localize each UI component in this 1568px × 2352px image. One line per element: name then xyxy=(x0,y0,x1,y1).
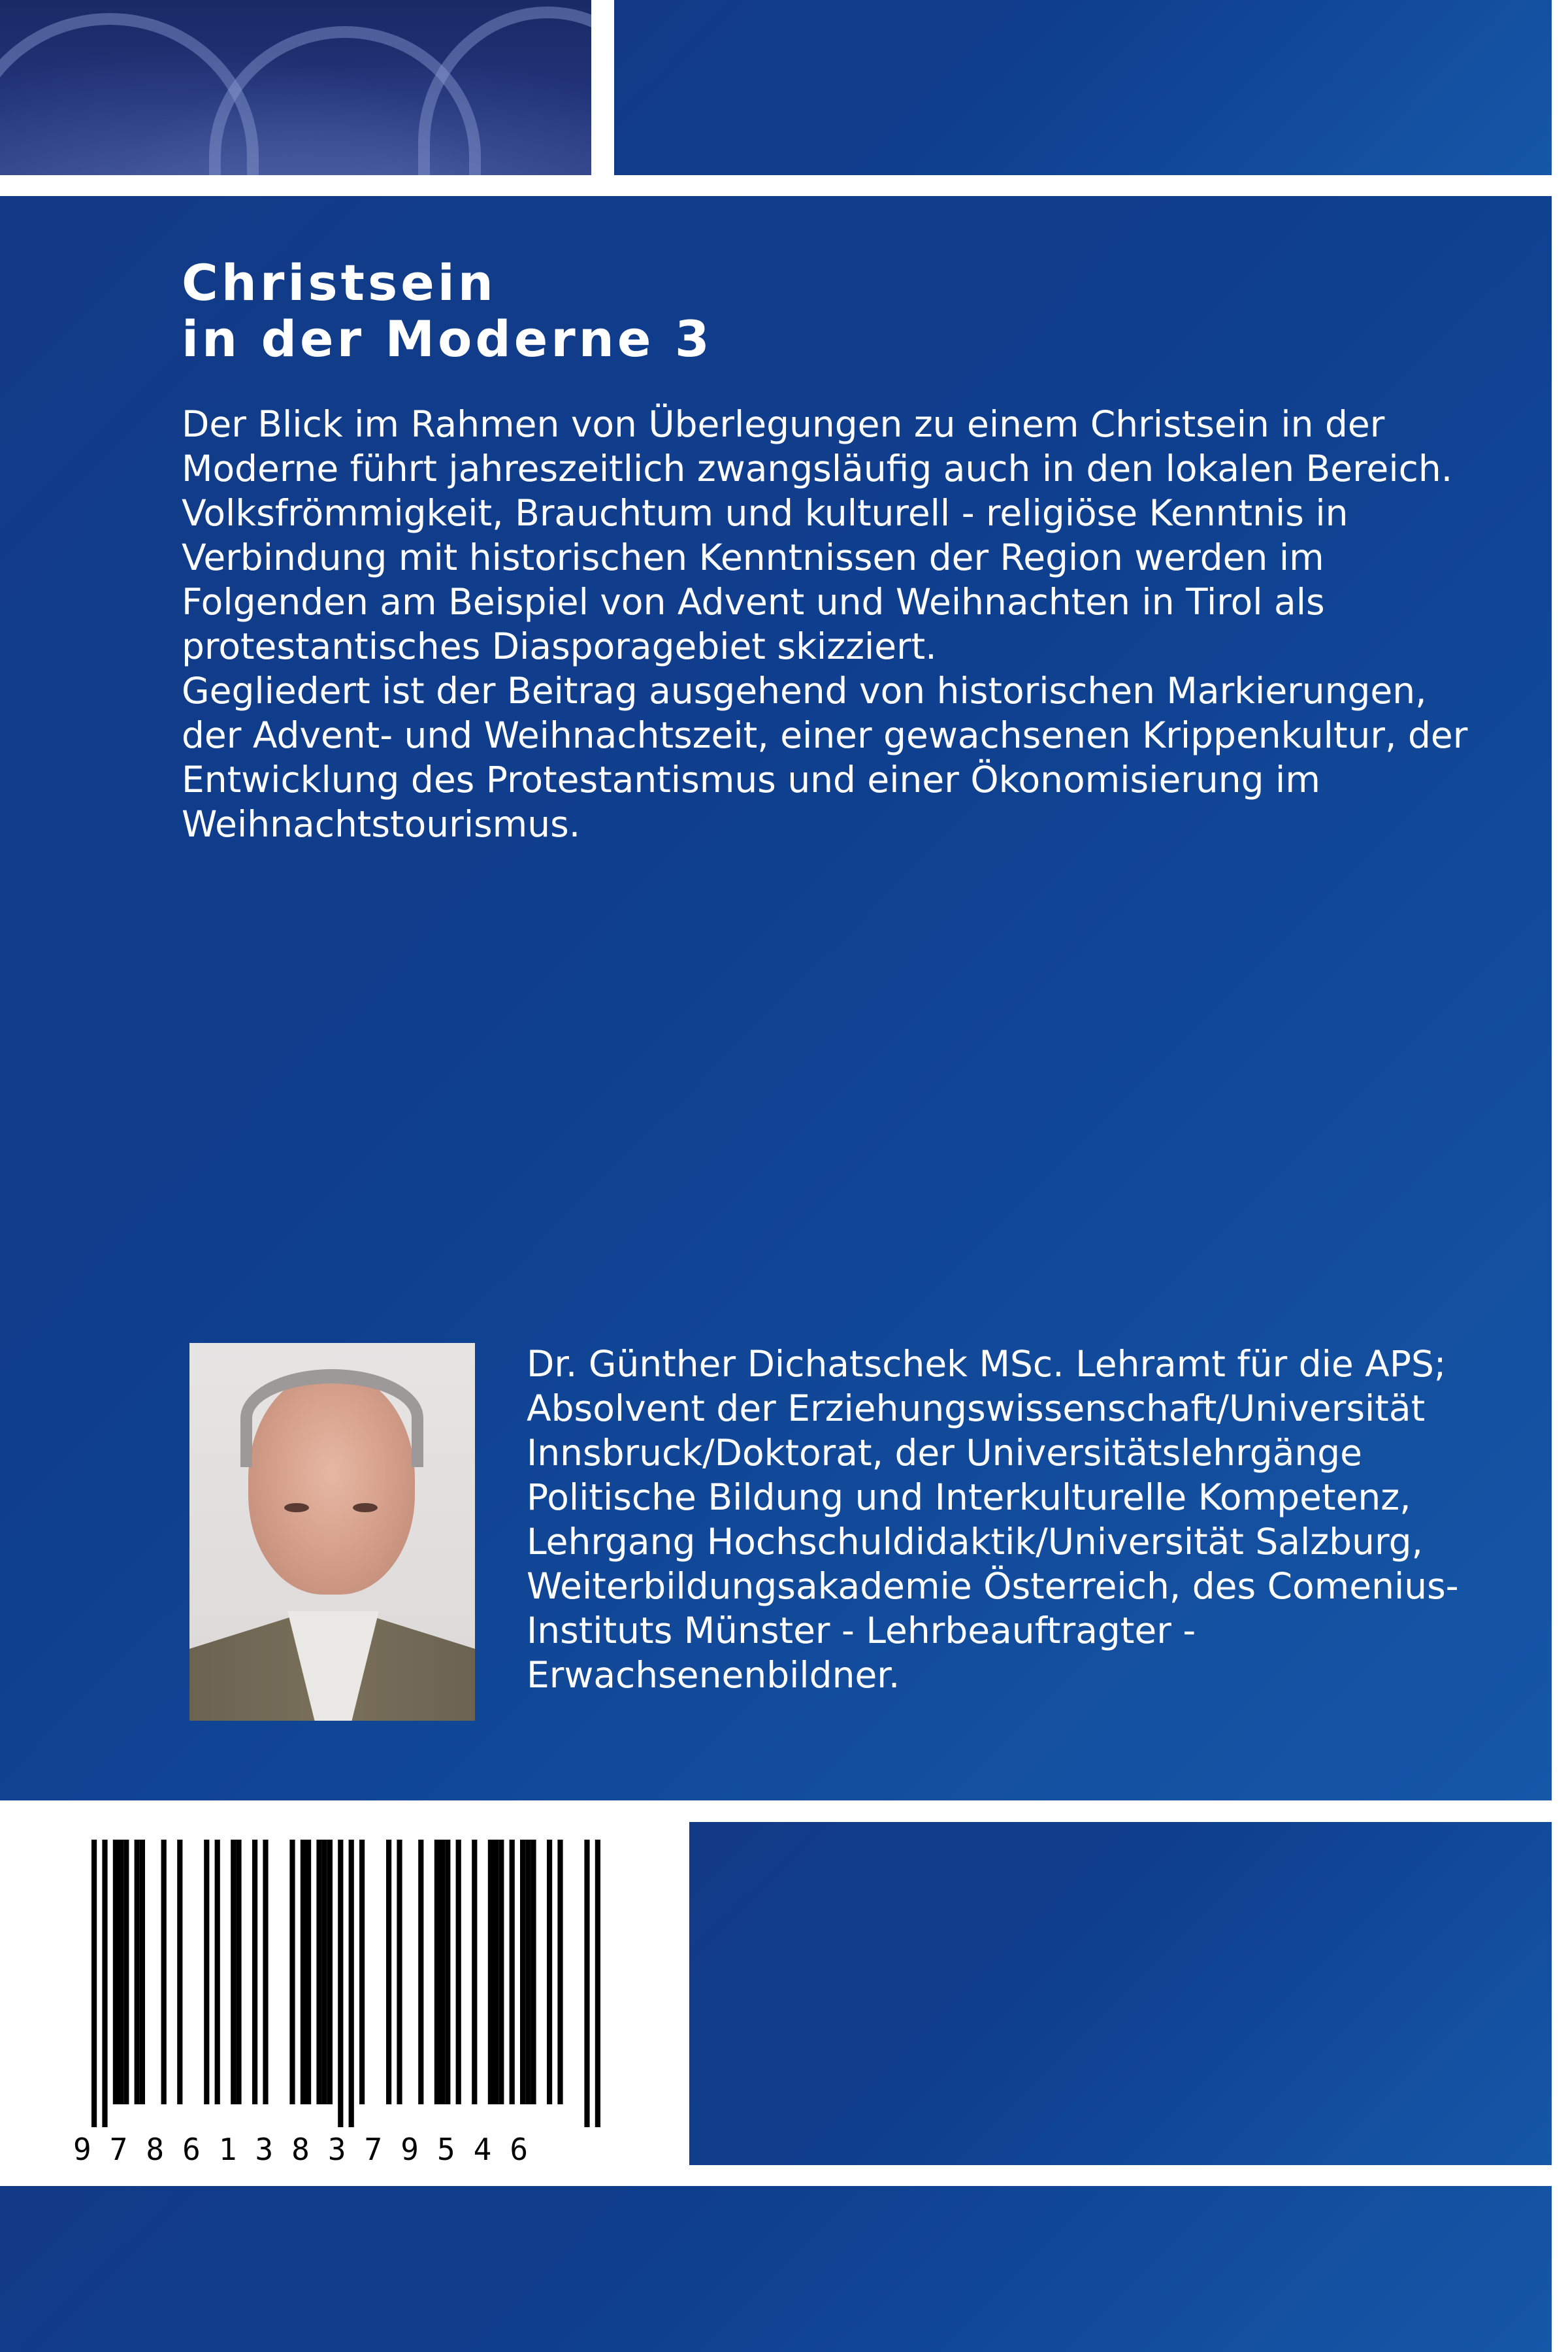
barcode-bar xyxy=(327,1840,333,2104)
barcode-bar xyxy=(177,1840,182,2104)
barcode xyxy=(65,1840,627,2166)
barcode-bar xyxy=(520,1840,525,2104)
barcode-bar xyxy=(236,1840,241,2104)
photo-eye xyxy=(284,1503,309,1512)
barcode-bar xyxy=(386,1840,391,2104)
barcode-bar xyxy=(263,1840,268,2104)
barcode-bars xyxy=(65,1840,627,2127)
barcode-bar xyxy=(472,1840,477,2104)
barcode-bar xyxy=(498,1840,504,2104)
book-title xyxy=(182,255,713,367)
barcode-bar xyxy=(525,1840,531,2104)
title-line-1: Christsein xyxy=(182,254,497,312)
barcode-bar xyxy=(557,1840,563,2104)
barcode-bar xyxy=(397,1840,402,2104)
barcode-bar xyxy=(440,1840,445,2104)
barcode-bar xyxy=(418,1840,423,2104)
arch-decoration xyxy=(418,7,591,175)
description-paragraph-2: Gegliedert ist der Beitrag ausgehend von historischen Markierungen, der Advent- und Weihnachtszeit, einer gewachsenen Krippenkultur, der Entwicklung des Protestantismus und einer Ökonomisierung im Weihnachtstourismus. xyxy=(182,670,1468,845)
description-paragraph-1: Der Blick im Rahmen von Überlegungen zu einem Christsein in der Moderne führt jahreszeitlich zwangsläufig auch in den lokalen Bereich. Volksfrömmigkeit, Brauchtum und kulturell - religiöse Kenntnis in Verbindung mit historischen Kenntnissen der Region werden im Folgenden am Beispiel von Advent und Weihnachten in Tirol als protestantisches Diasporagebiet skizziert. xyxy=(182,403,1453,667)
barcode-bar xyxy=(595,1840,600,2127)
barcode-bar xyxy=(118,1840,123,2104)
book-description xyxy=(182,402,1488,846)
barcode-bar xyxy=(231,1840,236,2104)
top-right-panel xyxy=(614,0,1552,175)
barcode-bar xyxy=(488,1840,493,2104)
barcode-bar xyxy=(252,1840,257,2104)
barcode-bar xyxy=(316,1840,321,2104)
barcode-bar xyxy=(434,1840,440,2104)
barcode-bar xyxy=(135,1840,140,2104)
author-photo xyxy=(189,1343,475,1721)
photo-eye xyxy=(353,1503,378,1512)
barcode-bar xyxy=(91,1840,97,2127)
barcode-bar xyxy=(289,1840,295,2104)
barcode-bar xyxy=(204,1840,209,2104)
barcode-bar xyxy=(161,1840,167,2104)
barcode-bar xyxy=(102,1840,107,2127)
barcode-bar xyxy=(547,1840,552,2104)
barcode-bar xyxy=(113,1840,118,2104)
lower-right-panel xyxy=(689,1822,1552,2165)
barcode-bar xyxy=(584,1840,589,2127)
title-line-2: in der Moderne 3 xyxy=(182,310,713,368)
barcode-bar xyxy=(456,1840,461,2104)
barcode-bar xyxy=(322,1840,327,2104)
barcode-bar xyxy=(445,1840,450,2104)
barcode-bar xyxy=(359,1840,365,2104)
barcode-bar xyxy=(531,1840,536,2104)
photo-hair xyxy=(240,1369,423,1467)
barcode-bar xyxy=(123,1840,129,2104)
isbn-number: 9786138379546 xyxy=(73,2132,547,2167)
cover-photo-strip xyxy=(0,0,591,175)
barcode-bar xyxy=(338,1840,343,2127)
barcode-bar xyxy=(306,1840,311,2104)
barcode-bar xyxy=(301,1840,306,2104)
barcode-bar xyxy=(215,1840,220,2104)
barcode-bar xyxy=(510,1840,515,2104)
bottom-blue-strip xyxy=(0,2186,1552,2352)
barcode-bar xyxy=(493,1840,498,2104)
author-bio: Dr. Günther Dichatschek MSc. Lehramt für die APS; Absolvent der Erziehungswissenschaft/Universität Innsbruck/Doktorat, der Universitätslehrgänge Politische Bildung und Interkulturelle Kompetenz, Lehrgang Hochschuldidaktik/Universität Salzburg, Weiterbildungsakademie Österreich, des Comenius-Instituts Münster - Lehrbeauftragter - Erwachsenenbildner. xyxy=(527,1343,1459,1696)
barcode-bar xyxy=(349,1840,354,2127)
barcode-bar xyxy=(140,1840,145,2104)
